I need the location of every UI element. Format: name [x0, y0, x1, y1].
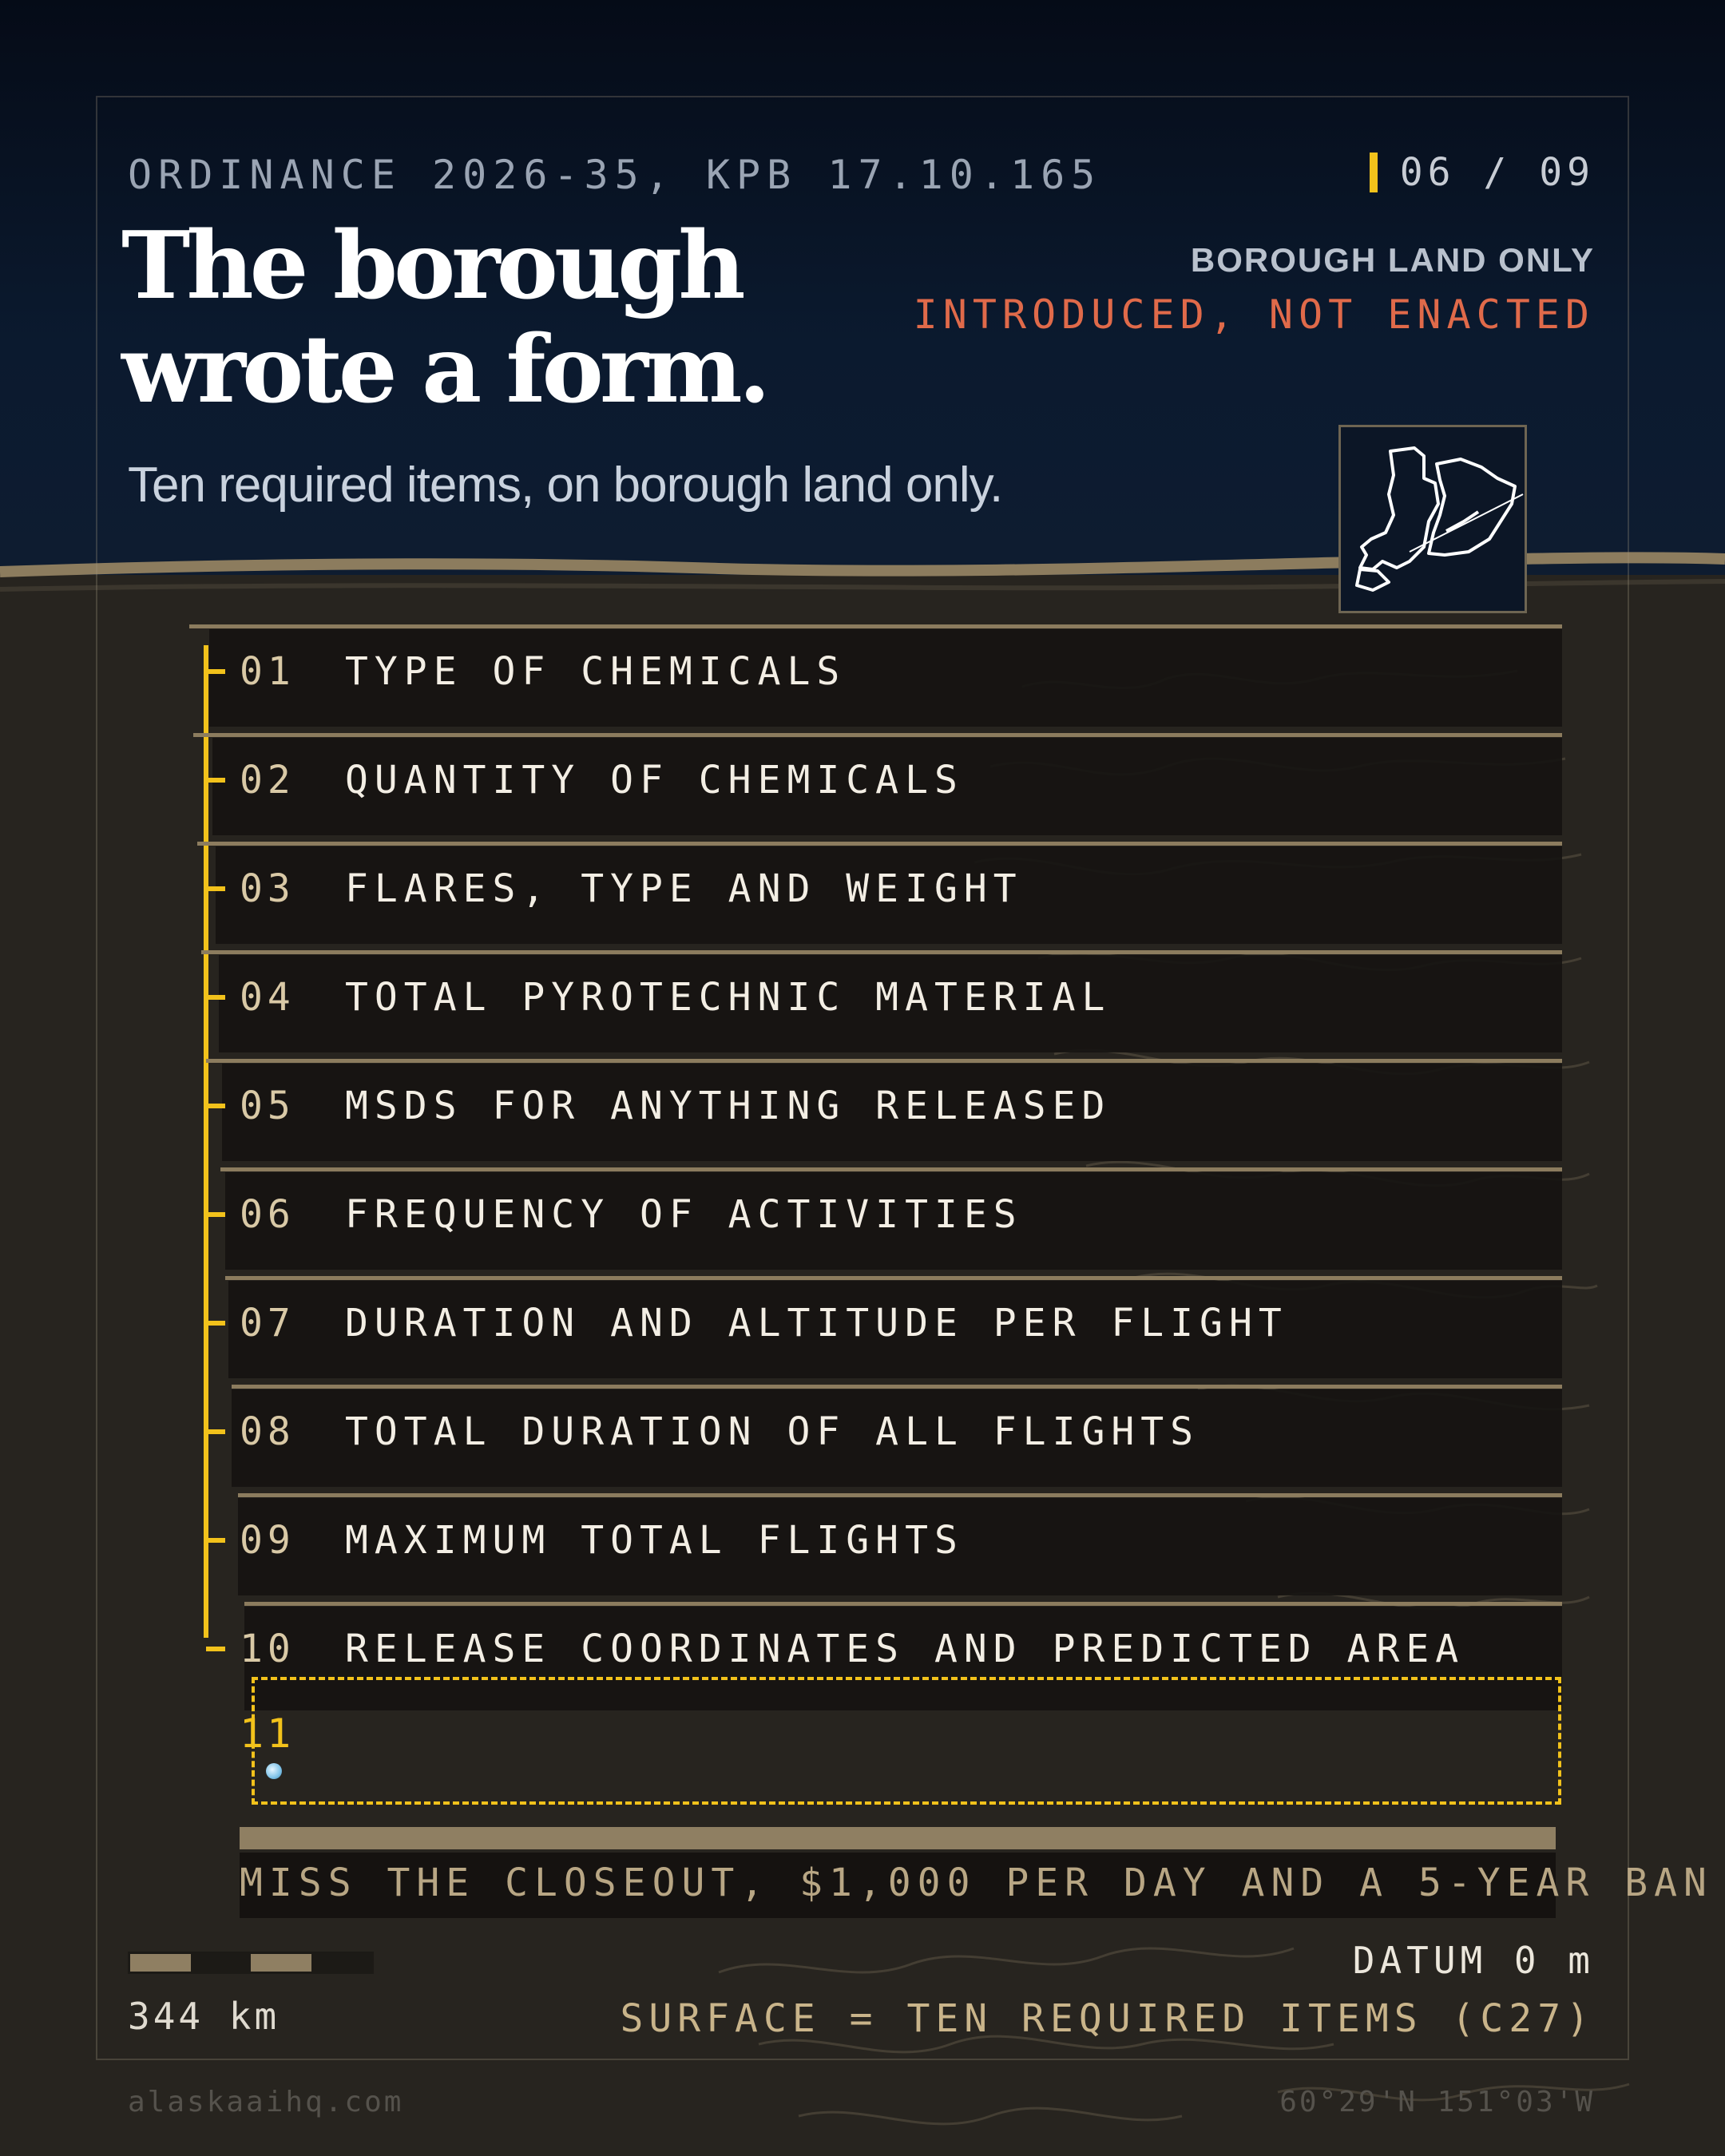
empty-item-slot[interactable]	[252, 1677, 1561, 1805]
scope-label: BOROUGH LAND ONLY	[1190, 241, 1595, 279]
empty-item-number: 11	[240, 1710, 295, 1757]
item-tick	[206, 1104, 225, 1108]
surface-label: SURFACE = TEN REQUIRED ITEMS (C27)	[620, 1996, 1595, 2041]
item-divider	[220, 1167, 1562, 1171]
page-counter: 06 / 09	[1399, 150, 1595, 195]
list-item	[0, 738, 1725, 846]
item-number: 05	[240, 1084, 295, 1128]
item-label: FLARES, TYPE AND WEIGHT	[345, 866, 1023, 911]
scale-segment	[130, 1954, 191, 1972]
page-indicator	[1370, 150, 1595, 195]
item-number: 09	[240, 1518, 295, 1563]
item-tick	[206, 1321, 225, 1326]
scale-segment	[251, 1954, 311, 1972]
scale-bar	[128, 1952, 374, 1974]
item-label: QUANTITY OF CHEMICALS	[345, 758, 964, 803]
borough-map-icon	[1338, 425, 1527, 613]
scale-segment	[311, 1954, 372, 1972]
item-divider	[232, 1385, 1562, 1389]
item-label: FREQUENCY OF ACTIVITIES	[345, 1192, 1023, 1237]
title-line-2: wrote a form.	[121, 315, 767, 424]
item-label: RELEASE COORDINATES AND PREDICTED AREA	[345, 1627, 1465, 1671]
list-item	[0, 1064, 1725, 1172]
item-divider	[244, 1602, 1562, 1606]
item-number: 02	[240, 758, 295, 803]
title-line-1: The borough	[121, 212, 742, 320]
item-number: 08	[240, 1409, 295, 1454]
list-item	[0, 955, 1725, 1064]
item-label: TOTAL PYROTECHNIC MATERIAL	[345, 975, 1112, 1020]
item-number: 07	[240, 1301, 295, 1346]
item-divider	[225, 1276, 1562, 1280]
list-item	[0, 846, 1725, 955]
item-number: 03	[240, 866, 295, 911]
item-divider	[197, 842, 1562, 846]
item-divider	[201, 950, 1562, 954]
coordinates-label: 60°29'N 151°03'W	[1279, 2086, 1595, 2118]
item-tick	[206, 1429, 225, 1434]
item-tick	[206, 1647, 225, 1651]
datum-label: DATUM 0 m	[1352, 1939, 1595, 1982]
closeout-bar	[240, 1827, 1556, 1849]
site-link[interactable]: alaskaaihq.com	[128, 2086, 404, 2118]
item-label: TYPE OF CHEMICALS	[345, 649, 847, 694]
page-title	[121, 214, 840, 422]
list-item	[0, 1281, 1725, 1389]
item-label: DURATION AND ALTITUDE PER FLIGHT	[345, 1301, 1288, 1346]
scale-label: 344 km	[128, 1995, 280, 2038]
item-label: MAXIMUM TOTAL FLIGHTS	[345, 1518, 964, 1563]
status-badge: INTRODUCED, NOT ENACTED	[913, 291, 1595, 338]
item-number: 04	[240, 975, 295, 1020]
ordinance-reference: ORDINANCE 2026-35, KPB 17.10.165	[128, 152, 1102, 198]
item-divider	[238, 1493, 1562, 1497]
page-subtitle: Ten required items, on borough land only.	[128, 458, 1003, 513]
item-tick	[206, 995, 225, 1000]
list-item	[0, 629, 1725, 738]
item-tick	[206, 1538, 225, 1543]
list-item	[0, 1172, 1725, 1281]
closeout-penalty: MISS THE CLOSEOUT, $1,000 PER DAY AND A 5-YEAR BAN	[240, 1861, 1713, 1905]
cursor-dot-icon	[266, 1763, 282, 1779]
item-label: MSDS FOR ANYTHING RELEASED	[345, 1084, 1112, 1128]
item-number: 01	[240, 649, 295, 694]
pager-accent-bar	[1370, 153, 1378, 192]
list-item	[0, 1389, 1725, 1498]
item-tick	[206, 669, 225, 674]
item-divider	[206, 1059, 1562, 1063]
item-divider	[193, 733, 1562, 737]
item-number: 10	[240, 1627, 295, 1671]
item-number: 06	[240, 1192, 295, 1237]
item-tick	[206, 778, 225, 783]
scale-segment	[191, 1954, 252, 1972]
item-tick	[206, 886, 225, 891]
item-tick	[206, 1212, 225, 1217]
item-label: TOTAL DURATION OF ALL FLIGHTS	[345, 1409, 1200, 1454]
item-divider	[189, 624, 1562, 628]
list-item	[0, 1498, 1725, 1607]
